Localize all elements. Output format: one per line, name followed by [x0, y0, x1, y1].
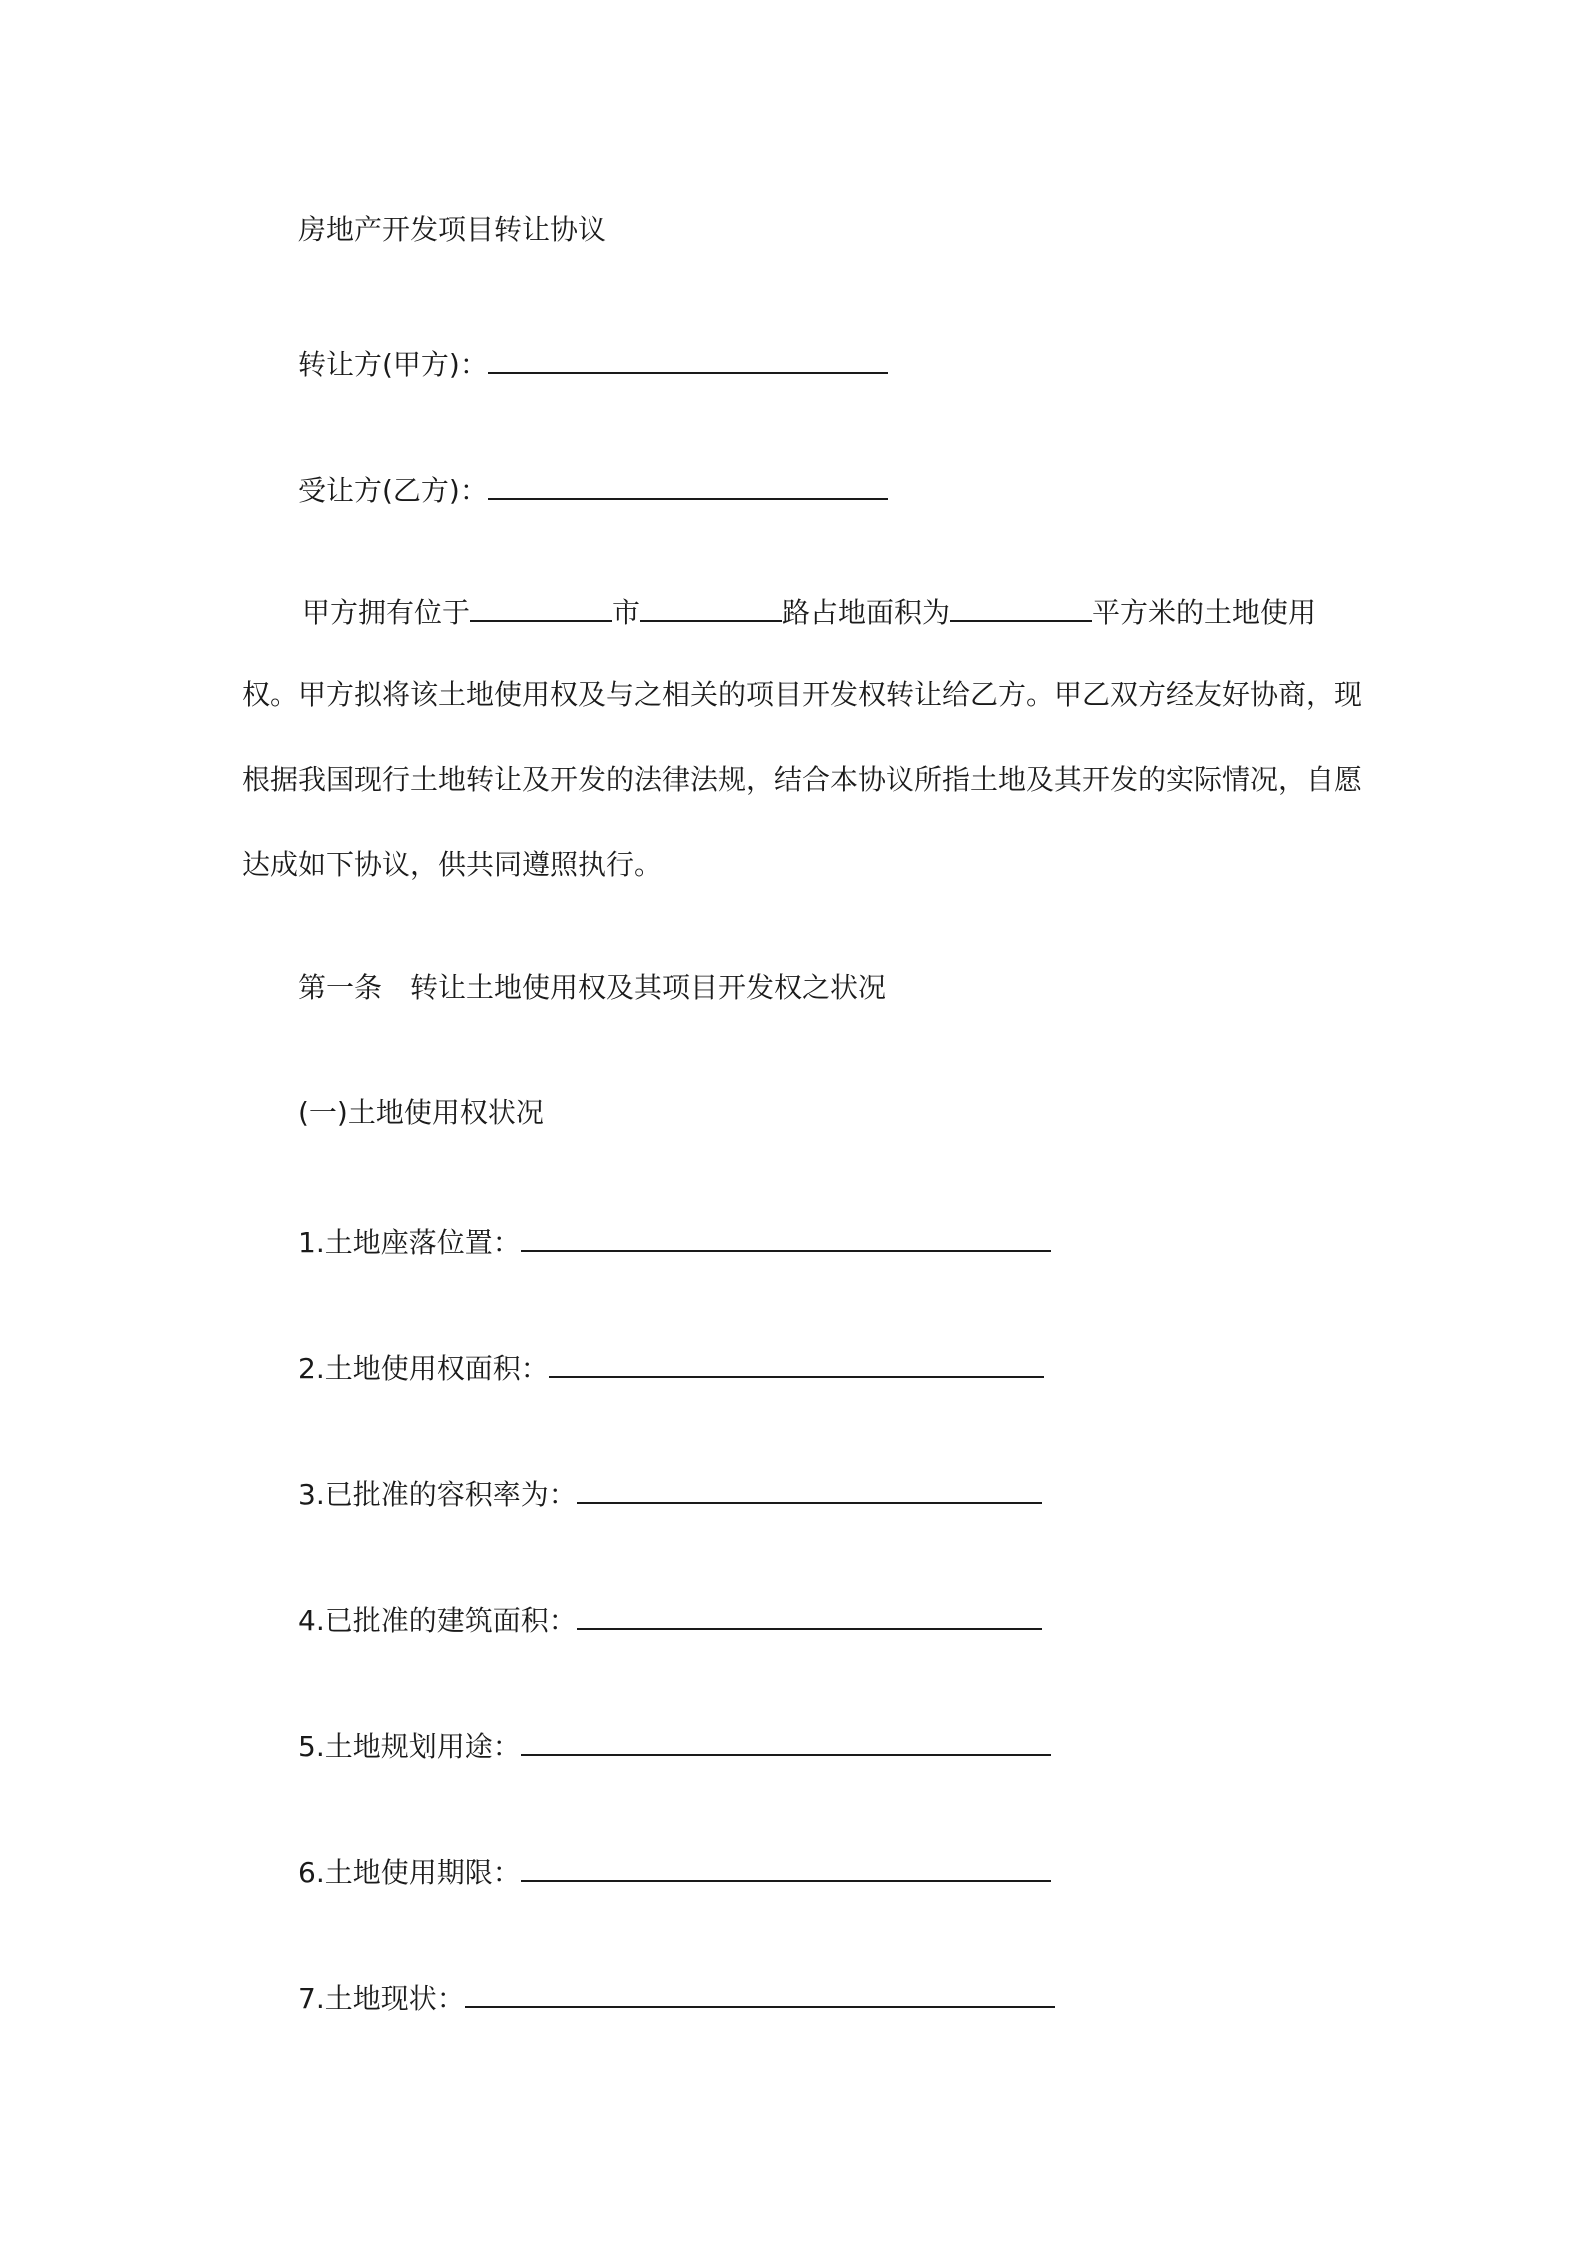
intro-text-2: 市 [612, 596, 641, 629]
plot-ratio-blank[interactable] [577, 1472, 1042, 1504]
intro-line-3: 根据我国现行土地转让及开发的法律法规，结合本协议所指土地及其开发的实际情况，自愿 [242, 763, 1363, 796]
item-label: 6.土地使用期限： [298, 1856, 521, 1889]
intro-line-4: 达成如下协议，供共同遵照执行。 [242, 848, 663, 881]
intro-text-1: 甲方拥有位于 [302, 596, 471, 629]
party-a-line [298, 342, 888, 385]
land-term-blank[interactable] [521, 1850, 1051, 1882]
item-land-area [298, 1346, 1044, 1389]
item-label: 1.土地座落位置： [298, 1226, 521, 1259]
intro-text-4: 平方米的土地使用 [1092, 596, 1317, 629]
section-1-heading: (一)土地使用权状况 [298, 1096, 544, 1129]
party-a-blank[interactable] [488, 342, 888, 374]
item-building-area [298, 1598, 1042, 1641]
party-a-label: 转让方(甲方)： [298, 348, 488, 381]
intro-line-2: 权。甲方拟将该土地使用权及与之相关的项目开发权转让给乙方。甲乙双方经友好协商，现 [242, 678, 1363, 711]
building-area-blank[interactable] [577, 1598, 1042, 1630]
road-blank[interactable] [640, 590, 782, 622]
land-status-blank[interactable] [465, 1976, 1055, 2008]
item-label: 7.土地现状： [298, 1982, 465, 2015]
land-area-blank[interactable] [549, 1346, 1044, 1378]
document-title: 房地产开发项目转让协议 [298, 213, 607, 246]
item-land-term [298, 1850, 1051, 1893]
item-land-status [298, 1976, 1055, 2019]
area-blank[interactable] [950, 590, 1092, 622]
party-b-line [298, 468, 888, 511]
item-label: 3.已批准的容积率为： [298, 1478, 577, 1511]
item-label: 5.土地规划用途： [298, 1730, 521, 1763]
intro-line-1 [302, 590, 1316, 633]
item-land-use [298, 1724, 1051, 1767]
land-location-blank[interactable] [521, 1220, 1051, 1252]
item-label: 2.土地使用权面积： [298, 1352, 549, 1385]
item-plot-ratio [298, 1472, 1042, 1515]
item-label: 4.已批准的建筑面积： [298, 1604, 577, 1637]
item-land-location [298, 1220, 1051, 1263]
land-use-blank[interactable] [521, 1724, 1051, 1756]
article-1-heading: 第一条 转让土地使用权及其项目开发权之状况 [298, 971, 887, 1004]
city-blank[interactable] [470, 590, 612, 622]
party-b-blank[interactable] [488, 468, 888, 500]
party-b-label: 受让方(乙方)： [298, 474, 488, 507]
intro-text-3: 路占地面积为 [782, 596, 951, 629]
